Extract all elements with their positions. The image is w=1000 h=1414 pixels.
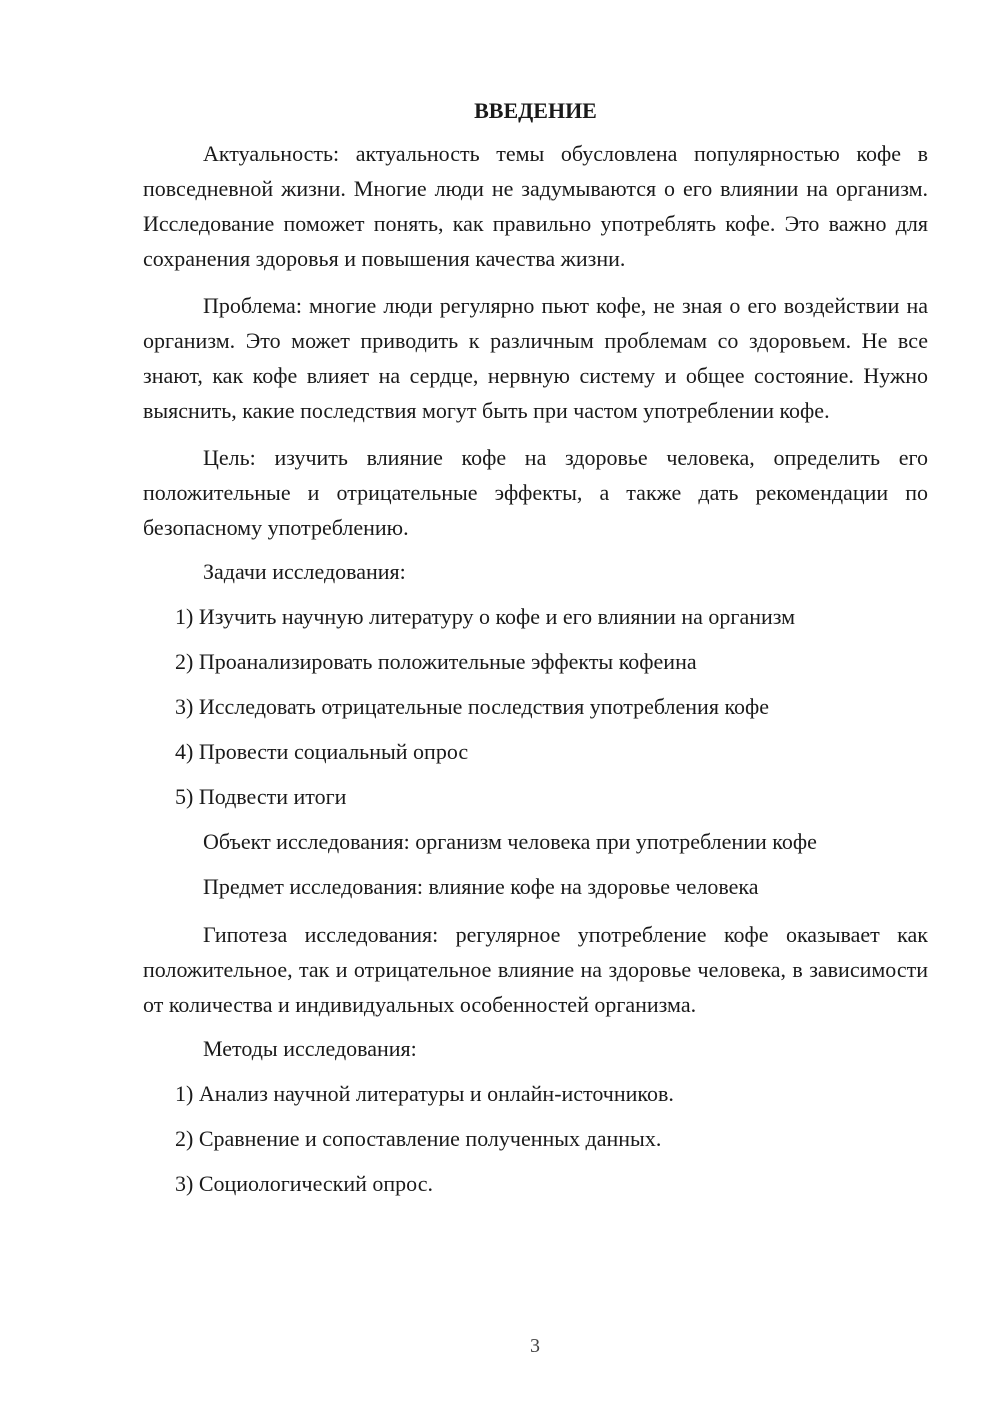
hypothesis-paragraph: Гипотеза исследования: регулярное употребление кофе оказывает как положительное, так и отрицательное влияние на здоровье человека, в зависимости от количества и индивидуальных особенностей организма. <box>143 922 928 1017</box>
page-number: 3 <box>530 1335 540 1357</box>
subject-line: Предмет исследования: влияние кофе на здоровье человека <box>203 874 759 899</box>
task-item: 2) Проанализировать положительные эффекты кофеина <box>175 649 697 674</box>
method-item: 3) Социологический опрос. <box>175 1171 433 1196</box>
method-item: 2) Сравнение и сопоставление полученных данных. <box>175 1126 662 1151</box>
task-item: 4) Провести социальный опрос <box>175 739 469 764</box>
task-item: 3) Исследовать отрицательные последствия употребления кофе <box>175 694 770 719</box>
task-item: 5) Подвести итоги <box>175 784 347 809</box>
tasks-heading: Задачи исследования: <box>203 559 406 584</box>
method-item: 1) Анализ научной литературы и онлайн-источников. <box>175 1081 674 1106</box>
page-title: ВВЕДЕНИЕ <box>474 98 597 123</box>
task-item: 1) Изучить научную литературу о кофе и его влиянии на организм <box>175 604 796 629</box>
methods-list <box>143 1079 928 1199</box>
problem-paragraph: Проблема: многие люди регулярно пьют кофе, не зная о его воздействии на организм. Это может приводить к различным проблемам со здоровьем. Не все знают, как кофе влияет на сердце, нервную систему и общее состояние. Нужно выяснить, какие последствия могут быть при частом употреблении кофе. <box>143 293 928 423</box>
document-page <box>143 96 928 1214</box>
object-line: Объект исследования: организм человека при употреблении кофе <box>203 829 817 854</box>
tasks-list <box>143 602 928 812</box>
methods-heading: Методы исследования: <box>203 1036 417 1061</box>
goal-paragraph: Цель: изучить влияние кофе на здоровье человека, определить его положительные и отрицательные эффекты, а также дать рекомендации по безопасному употреблению. <box>143 445 928 540</box>
relevance-paragraph: Актуальность: актуальность темы обусловлена популярностью кофе в повседневной жизни. Многие люди не задумываются о его влиянии на организм. Исследование поможет понять, как правильно употреблять кофе. Это важно для сохранения здоровья и повышения качества жизни. <box>143 141 928 271</box>
